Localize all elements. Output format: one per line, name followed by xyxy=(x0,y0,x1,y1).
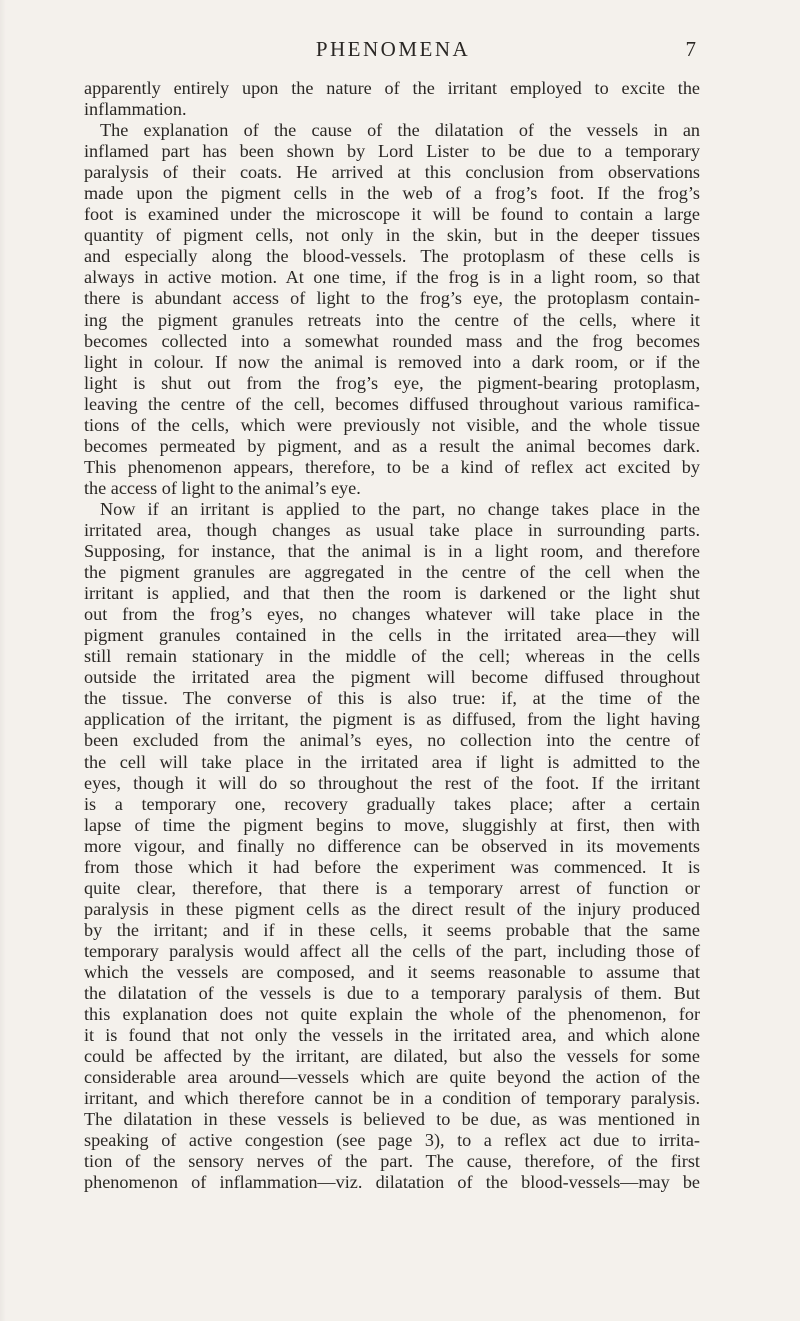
text-line: inflammation. xyxy=(84,99,187,120)
text-line: the pigment granules are aggregated in the centre of the cell when the xyxy=(84,562,700,583)
text-line: tions of the cells, which were previously not visible, and the whole tissue xyxy=(84,414,700,435)
text-line: Now if an irritant is applied to the part, no change takes place in the xyxy=(100,498,700,519)
text-line: irritant, and which therefore cannot be in a condition of temporary paralysis. xyxy=(84,1088,700,1109)
text-line: irritated area, though changes as usual take place in surrounding parts. xyxy=(84,519,700,540)
text-line: irritant is applied, and that then the room is darkened or the light shut xyxy=(84,583,700,604)
text-line: paralysis of their coats. He arrived at this conclusion from observations xyxy=(84,162,700,183)
text-line: by the irritant; and if in these cells, it seems probable that the same xyxy=(84,919,700,940)
text-line: inflamed part has been shown by Lord Lister to be due to a temporary xyxy=(84,141,700,162)
text-line: it is found that not only the vessels in the irritated area, and which alone xyxy=(84,1025,700,1046)
text-line: ing the pigment granules retreats into the centre of the cells, where it xyxy=(84,309,700,330)
text-line: paralysis in these pigment cells as the direct result of the injury produced xyxy=(84,898,700,919)
text-line: is a temporary one, recovery gradually takes place; after a certain xyxy=(84,793,700,814)
text-line: becomes collected into a somewhat rounded mass and the frog becomes xyxy=(84,330,700,351)
text-line: and especially along the blood-vessels. The protoplasm of these cells is xyxy=(84,246,700,267)
text-line: light is shut out from the frog’s eye, the pigment-bearing protoplasm, xyxy=(84,372,700,393)
running-head xyxy=(90,34,696,64)
text-line: leaving the centre of the cell, becomes diffused throughout various ramifica- xyxy=(84,393,700,414)
text-line: still remain stationary in the middle of the cell; whereas in the cells xyxy=(84,646,700,667)
text-line: quite clear, therefore, that there is a temporary arrest of function or xyxy=(84,877,700,898)
text-line: phenomenon of inflammation—viz. dilatation of the blood-vessels—may be xyxy=(84,1172,700,1193)
text-line: the cell will take place in the irritated area if light is admitted to the xyxy=(84,751,700,772)
text-line: Supposing, for instance, that the animal is in a light room, and therefore xyxy=(84,541,700,562)
text-line: been excluded from the animal’s eyes, no collection into the centre of xyxy=(84,730,700,751)
page-number: 7 xyxy=(685,37,696,61)
running-head-title: PHENOMENA xyxy=(315,37,471,61)
text-line: The explanation of the cause of the dilatation of the vessels in an xyxy=(100,120,700,141)
text-line: pigment granules contained in the cells in the irritated area—they will xyxy=(84,625,700,646)
text-line: which the vessels are composed, and it seems reasonable to assume that xyxy=(84,961,700,982)
text-line: application of the irritant, the pigment is as diffused, from the light having xyxy=(84,709,700,730)
text-line: always in active motion. At one time, if the frog is in a light room, so that xyxy=(84,267,700,288)
text-line: considerable area around—vessels which are quite beyond the action of the xyxy=(84,1067,700,1088)
body-text xyxy=(84,78,700,1193)
text-line: from those which it had before the experiment was commenced. It is xyxy=(84,856,700,877)
text-line: made upon the pigment cells in the web of a frog’s foot. If the frog’s xyxy=(84,183,700,204)
text-line: this explanation does not quite explain the whole of the phenomenon, for xyxy=(84,1004,700,1025)
text-line: foot is examined under the microscope it will be found to contain a large xyxy=(84,204,700,225)
text-line: the dilatation of the vessels is due to a temporary paralysis of them. But xyxy=(84,983,700,1004)
text-line: the access of light to the animal’s eye. xyxy=(84,477,361,498)
text-line: outside the irritated area the pigment will become diffused throughout xyxy=(84,667,700,688)
text-line: lapse of time the pigment begins to move, sluggishly at first, then with xyxy=(84,814,700,835)
text-line: quantity of pigment cells, not only in the skin, but in the deeper tissues xyxy=(84,225,700,246)
text-line: becomes permeated by pigment, and as a result the animal becomes dark. xyxy=(84,435,700,456)
text-line: temporary paralysis would affect all the cells of the part, including those of xyxy=(84,940,700,961)
text-line: there is abundant access of light to the frog’s eye, the protoplasm contain- xyxy=(84,288,700,309)
text-line: the tissue. The converse of this is also true: if, at the time of the xyxy=(84,688,700,709)
text-line: out from the frog’s eyes, no changes whatever will take place in the xyxy=(84,604,700,625)
text-line: light in colour. If now the animal is removed into a dark room, or if the xyxy=(84,351,700,372)
text-line: The dilatation in these vessels is believed to be due, as was mentioned in xyxy=(84,1109,700,1130)
text-line: This phenomenon appears, therefore, to be a kind of reflex act excited by xyxy=(84,456,700,477)
text-line: speaking of active congestion (see page 3), to a reflex act due to irrita- xyxy=(84,1130,700,1151)
text-line: tion of the sensory nerves of the part. The cause, therefore, of the first xyxy=(84,1151,700,1172)
text-line: eyes, though it will do so throughout the rest of the foot. If the irritant xyxy=(84,772,700,793)
text-line: could be affected by the irritant, are dilated, but also the vessels for some xyxy=(84,1046,700,1067)
text-line: apparently entirely upon the nature of the irritant employed to excite the xyxy=(84,78,700,98)
text-line: more vigour, and finally no difference can be observed in its movements xyxy=(84,835,700,856)
